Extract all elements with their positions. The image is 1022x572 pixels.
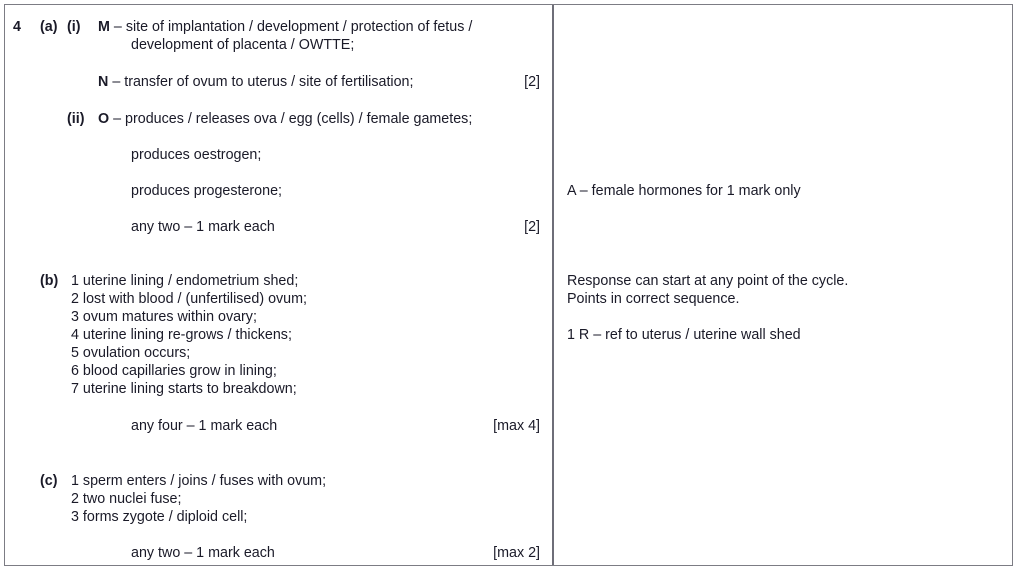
answer-b-point-3: 3 ovum matures within ovary; bbox=[71, 309, 257, 325]
guidance-note-a-ii: A – female hormones for 1 mark only bbox=[567, 183, 801, 199]
answer-c-point-2: 2 two nuclei fuse; bbox=[71, 491, 182, 507]
marks-4a-i: [2] bbox=[524, 74, 540, 90]
marks-4a-ii: [2] bbox=[524, 219, 540, 235]
marking-point-tag-n: N bbox=[98, 74, 109, 90]
answer-m-line2: development of placenta / OWTTE; bbox=[131, 37, 355, 53]
marking-point-tag-o: O bbox=[98, 111, 110, 127]
answer-b-point-4: 4 uterine lining re-grows / thickens; bbox=[71, 327, 292, 343]
marks-4b: [max 4] bbox=[493, 418, 540, 434]
answer-n-text: – transfer of ovum to uterus / site of fertilisation; bbox=[112, 74, 414, 90]
answer-o-line bbox=[98, 110, 472, 129]
answer-c-point-3: 3 forms zygote / diploid cell; bbox=[71, 509, 248, 525]
guidance-note-b-line3: 1 R – ref to uterus / uterine wall shed bbox=[567, 327, 801, 343]
answer-oestrogen: produces oestrogen; bbox=[131, 147, 262, 163]
answer-b-point-2: 2 lost with blood / (unfertilised) ovum; bbox=[71, 291, 308, 307]
part-label-a: (a) bbox=[40, 19, 58, 35]
part-label-c: (c) bbox=[40, 473, 58, 489]
guidance-column bbox=[554, 5, 1012, 565]
answer-progesterone: produces progesterone; bbox=[131, 183, 283, 199]
answer-b-point-5: 5 ovulation occurs; bbox=[71, 345, 191, 361]
subpart-label-a-ii: (ii) bbox=[67, 111, 85, 127]
answer-b-point-7: 7 uterine lining starts to breakdown; bbox=[71, 381, 297, 397]
question-number: 4 bbox=[13, 19, 21, 35]
answer-m-line1 bbox=[98, 18, 472, 37]
answer-b-point-6: 6 blood capillaries grow in lining; bbox=[71, 363, 277, 379]
subpart-label-a-i: (i) bbox=[67, 19, 81, 35]
guidance-note-b-line2: Points in correct sequence. bbox=[567, 291, 740, 307]
answer-column bbox=[5, 5, 552, 565]
marks-4c: [max 2] bbox=[493, 545, 540, 561]
part-label-b: (b) bbox=[40, 273, 59, 289]
answer-b-total: any four – 1 mark each bbox=[131, 418, 278, 434]
mark-scheme-table bbox=[4, 4, 1013, 566]
answer-c-total: any two – 1 mark each bbox=[131, 545, 275, 561]
guidance-note-b-line1: Response can start at any point of the cycle. bbox=[567, 273, 849, 289]
answer-o-text: – produces / releases ova / egg (cells) / female gametes; bbox=[113, 111, 473, 127]
answer-a-ii-total: any two – 1 mark each bbox=[131, 219, 275, 235]
answer-m-text1: – site of implantation / development / protection of fetus / bbox=[113, 19, 473, 35]
marking-point-tag-m: M bbox=[98, 19, 110, 35]
answer-c-point-1: 1 sperm enters / joins / fuses with ovum; bbox=[71, 473, 327, 489]
answer-b-point-1: 1 uterine lining / endometrium shed; bbox=[71, 273, 299, 289]
